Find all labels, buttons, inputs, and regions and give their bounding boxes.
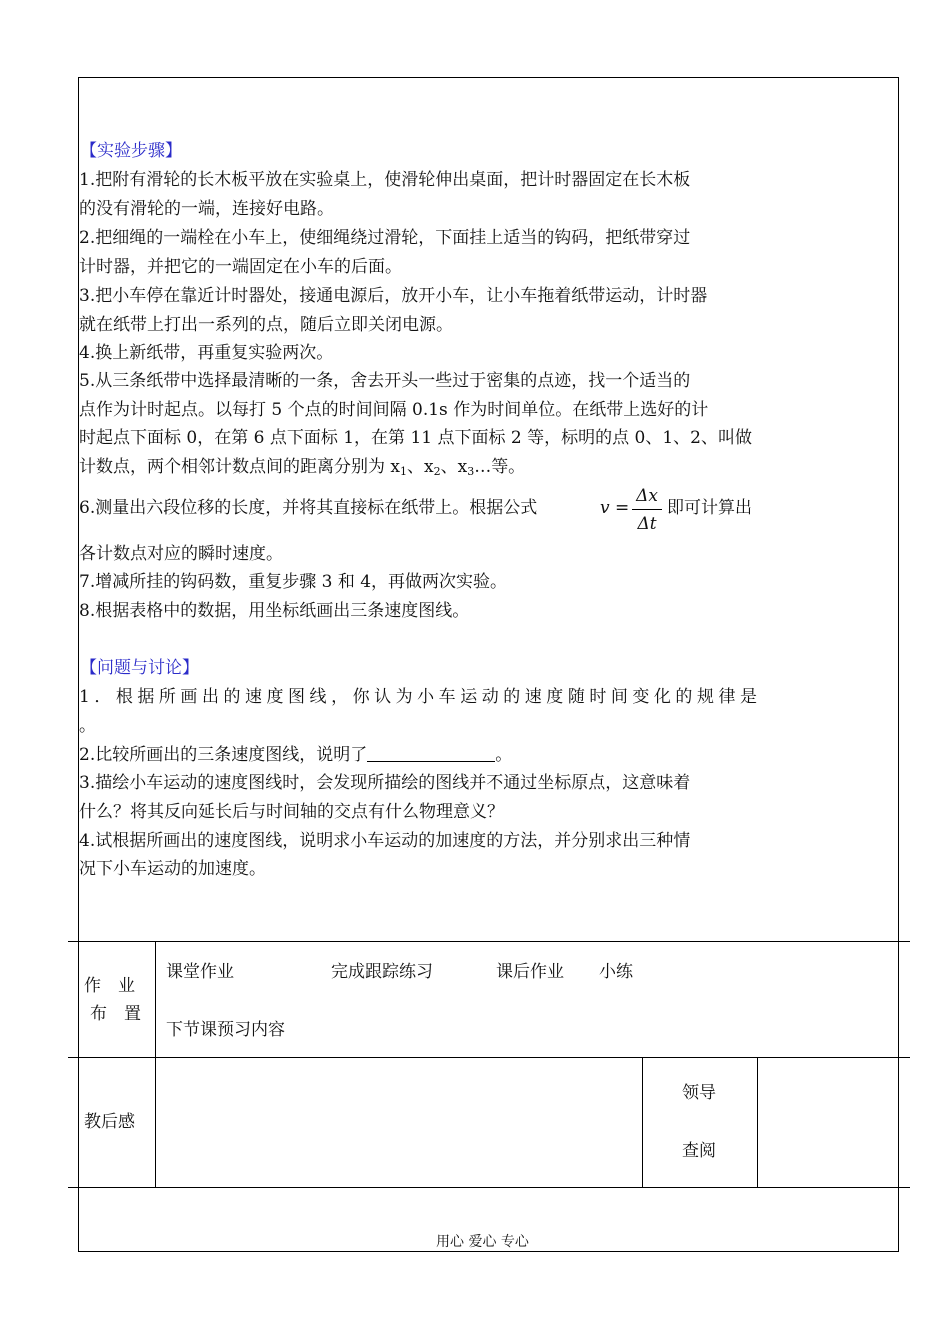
question-1-end: 。 [79,716,96,736]
question-4-line-1: 4.试根据所画出的速度图线，说明求小车运动的加速度的方法，并分别求出三种情 [79,831,691,851]
homework-practice: 完成跟踪练习 [331,962,433,982]
leader-column-right-divider [757,1057,758,1187]
question-2 [79,745,512,765]
reflection-label: 教后感 [84,1112,135,1132]
x-subscript-2: 2 [433,465,441,478]
question-2-text: 2.比较所画出的三条速度图线，说明了 [79,745,368,765]
x-subscript-3: 3 [467,465,475,478]
x-subscript-1: 1 [400,465,407,478]
step-line-4: 计时器，并把它的一端固定在小车的后面。 [79,257,402,277]
question-1: 1．根据所画出的速度图线，你认为小车运动的速度随时间变化的规律是 [79,687,757,707]
formula-denominator: Δt [637,514,657,534]
step-7: 7.增减所挂的钩码数，重复步骤 3 和 4，再做两次实验。 [79,572,508,592]
homework-mini-practice: 小练 [599,962,633,982]
table-right-border [898,77,899,1252]
question-3-line-2: 什么？将其反向延长后与时间轴的交点有什么物理意义？ [79,802,504,822]
homework-top-border [68,941,910,942]
homework-label-line-2: 布 置 [90,1004,141,1024]
table-top-border [78,77,899,78]
homework-label-line-1: 作 业 [84,976,135,996]
leader-label-line-2: 查阅 [682,1141,716,1161]
x-values-prefix: 计数点，两个相邻计数点间的距离分别为 x [79,457,400,477]
reflection-top-border [68,1057,910,1058]
formula-numerator: Δx [636,486,658,506]
step-line-2: 的没有滑轮的一端，连接好电路。 [79,199,334,219]
formula-fraction-bar [632,509,662,510]
homework-classwork: 课堂作业 [166,962,234,982]
leader-label-line-1: 领导 [682,1083,716,1103]
step-line-10: 时起点下面标 0，在第 6 点下面标 1，在第 11 点下面标 2 等，标明的点 0、1、2、叫做 [79,428,752,448]
answer-blank[interactable] [367,745,495,762]
step-line-3: 2.把细绳的一端栓在小车上，使细绳绕过滑轮，下面挂上适当的钩码，把纸带穿过 [79,228,691,248]
reflection-bottom-border [68,1187,910,1188]
formula-v: v = [600,498,630,518]
step-line-5: 3.把小车停在靠近计时器处，接通电源后，放开小车，让小车拖着纸带运动，计时器 [79,286,708,306]
question-2-end: 。 [495,745,513,765]
x-values-suffix: …等。 [474,457,526,477]
x-values-sep-1: 、x [407,457,434,477]
steps-heading: 【实验步骤】 [80,141,182,161]
step6-continuation: 各计数点对应的瞬时速度。 [79,544,283,564]
step-line-6: 就在纸带上打出一系列的点，随后立即关闭电源。 [79,315,453,335]
x-values-sep-2: 、x [440,457,468,477]
table-bottom-border [78,1251,899,1252]
step-line-1: 1.把附有滑轮的长木板平放在实验桌上，使滑轮伸出桌面，把计时器固定在长木板 [79,170,691,190]
table-left-border [78,77,79,1252]
page-footer: 用心 爱心 专心 [436,1234,529,1250]
step-line-8: 5.从三条纸带中选择最清晰的一条，舍去开头一些过于密集的点迹，找一个适当的 [79,371,691,391]
discussion-heading: 【问题与讨论】 [80,658,199,678]
step-line-7: 4.换上新纸带，再重复实验两次。 [79,343,334,363]
question-4-line-2: 况下小车运动的加速度。 [79,859,266,879]
step6-suffix: 即可计算出 [667,498,752,518]
label-column-divider [155,941,156,1187]
homework-preview: 下节课预习内容 [166,1020,285,1040]
leader-column-left-divider [642,1057,643,1187]
homework-after-class: 课后作业 [496,962,564,982]
question-3-line-1: 3.描绘小车运动的速度图线时，会发现所描绘的图线并不通过坐标原点，这意味着 [79,773,691,793]
step6-text: 6.测量出六段位移的长度，并将其直接标在纸带上。根据公式 [79,498,538,518]
step-8: 8.根据表格中的数据，用坐标纸画出三条速度图线。 [79,601,470,621]
step-line-9: 点作为计时起点。以每打 5 个点的时间间隔 0.1s 作为时间单位。在纸带上选好的计 [79,400,709,420]
step-line-x-values [79,457,525,482]
